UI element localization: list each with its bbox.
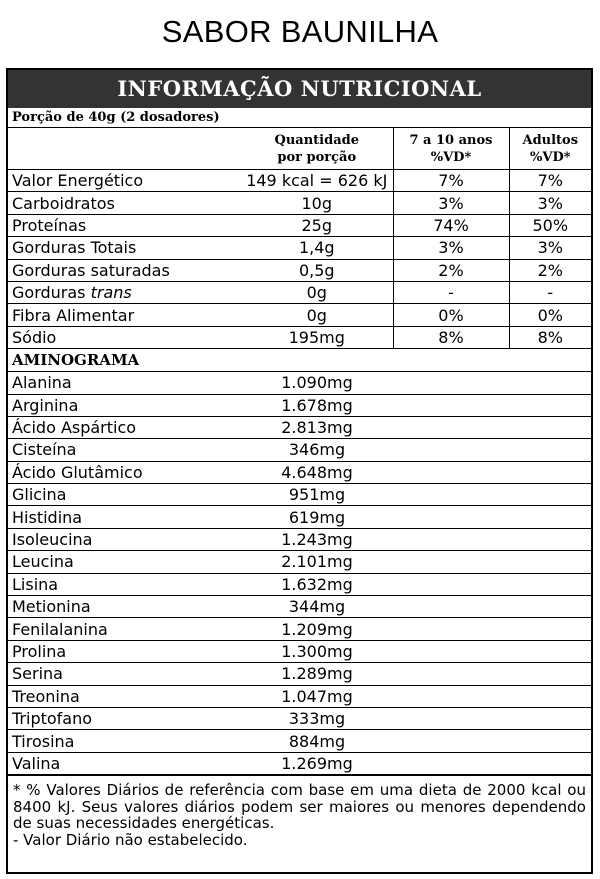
amino-name: Arginina bbox=[8, 394, 241, 416]
column-header-adults-line1: Adultos bbox=[522, 132, 579, 148]
amino-name: Lisina bbox=[8, 573, 241, 595]
nutrient-vd-adults: 3% bbox=[509, 237, 591, 259]
amino-name: Triptofano bbox=[8, 707, 241, 729]
nutrient-name: Gorduras Totais bbox=[8, 237, 241, 259]
nutrient-quantity: 195mg bbox=[241, 326, 393, 348]
column-header-adults-line2: %VD* bbox=[530, 149, 571, 165]
amino-quantity: 333mg bbox=[241, 707, 393, 729]
nutrient-vd-adults: 8% bbox=[509, 326, 591, 348]
aminogram-section-row bbox=[8, 349, 591, 372]
nutrient-name-text: Gorduras bbox=[12, 283, 91, 303]
amino-name: Glicina bbox=[8, 484, 241, 506]
amino-quantity: 1.289mg bbox=[241, 663, 393, 685]
nutrient-name: Carboidratos bbox=[8, 192, 241, 214]
amino-name: Ácido Aspártico bbox=[8, 416, 241, 438]
amino-row bbox=[8, 394, 591, 416]
nutrient-quantity: 0g bbox=[241, 304, 393, 326]
nutrient-name: Valor Energético bbox=[8, 170, 241, 192]
amino-row bbox=[8, 461, 591, 483]
nutrient-name: Sódio bbox=[8, 326, 241, 348]
nutrient-vd-adults: 0% bbox=[509, 304, 591, 326]
nutrient-vd-kids: 8% bbox=[393, 326, 509, 348]
amino-empty-cell bbox=[393, 707, 591, 729]
amino-quantity: 1.243mg bbox=[241, 528, 393, 550]
amino-quantity: 346mg bbox=[241, 439, 393, 461]
portion-row bbox=[8, 108, 591, 128]
amino-empty-cell bbox=[393, 685, 591, 707]
amino-quantity: 1.269mg bbox=[241, 752, 393, 774]
column-header-quantity-line2: por porção bbox=[277, 149, 357, 165]
nutrient-vd-adults: - bbox=[509, 281, 591, 303]
column-header-quantity-line1: Quantidade bbox=[274, 132, 359, 148]
nutrient-row bbox=[8, 192, 591, 214]
amino-empty-cell bbox=[393, 663, 591, 685]
nutrient-quantity: 0g bbox=[241, 281, 393, 303]
nutrient-name bbox=[8, 281, 241, 303]
amino-name: Leucina bbox=[8, 551, 241, 573]
nutrient-row bbox=[8, 237, 591, 259]
nutrient-vd-adults: 7% bbox=[509, 170, 591, 192]
nutrient-quantity: 149 kcal = 626 kJ bbox=[241, 170, 393, 192]
column-header-row bbox=[8, 128, 591, 170]
amino-empty-cell bbox=[393, 506, 591, 528]
amino-name: Isoleucina bbox=[8, 528, 241, 550]
nutrient-vd-kids: 7% bbox=[393, 170, 509, 192]
amino-empty-cell bbox=[393, 596, 591, 618]
amino-empty-cell bbox=[393, 394, 591, 416]
footnote-na-note: - Valor Diário não estabelecido. bbox=[13, 830, 248, 849]
nutrition-table-body bbox=[8, 108, 591, 775]
amino-quantity: 619mg bbox=[241, 506, 393, 528]
amino-row bbox=[8, 752, 591, 774]
amino-row bbox=[8, 528, 591, 550]
amino-quantity: 1.632mg bbox=[241, 573, 393, 595]
amino-quantity: 344mg bbox=[241, 596, 393, 618]
nutrient-vd-kids: 3% bbox=[393, 237, 509, 259]
amino-quantity: 1.678mg bbox=[241, 394, 393, 416]
aminogram-title: AMINOGRAMA bbox=[8, 349, 591, 372]
amino-row bbox=[8, 663, 591, 685]
amino-name: Prolina bbox=[8, 640, 241, 662]
column-header-nutrient bbox=[8, 128, 241, 170]
nutrient-quantity: 10g bbox=[241, 192, 393, 214]
amino-quantity: 1.209mg bbox=[241, 618, 393, 640]
amino-name: Tirosina bbox=[8, 730, 241, 752]
column-header-kids-line2: %VD* bbox=[430, 149, 472, 165]
amino-row bbox=[8, 730, 591, 752]
amino-quantity: 4.648mg bbox=[241, 461, 393, 483]
nutrient-quantity: 0,5g bbox=[241, 259, 393, 281]
amino-row bbox=[8, 551, 591, 573]
amino-quantity: 1.090mg bbox=[241, 372, 393, 394]
nutrient-vd-adults: 3% bbox=[509, 192, 591, 214]
amino-quantity: 951mg bbox=[241, 484, 393, 506]
amino-empty-cell bbox=[393, 752, 591, 774]
amino-quantity: 2.101mg bbox=[241, 551, 393, 573]
nutrition-facts-label bbox=[6, 68, 593, 874]
nutrition-table bbox=[8, 108, 591, 775]
amino-empty-cell bbox=[393, 573, 591, 595]
nutrient-quantity: 1,4g bbox=[241, 237, 393, 259]
amino-name: Metionina bbox=[8, 596, 241, 618]
amino-row bbox=[8, 685, 591, 707]
amino-empty-cell bbox=[393, 528, 591, 550]
nutrient-row bbox=[8, 326, 591, 348]
amino-name: Serina bbox=[8, 663, 241, 685]
nutrient-vd-adults: 50% bbox=[509, 214, 591, 236]
amino-row bbox=[8, 439, 591, 461]
nutrient-vd-adults: 2% bbox=[509, 259, 591, 281]
nutrient-name: Gorduras saturadas bbox=[8, 259, 241, 281]
amino-empty-cell bbox=[393, 461, 591, 483]
amino-empty-cell bbox=[393, 551, 591, 573]
amino-name: Cisteína bbox=[8, 439, 241, 461]
column-header-adults bbox=[509, 128, 591, 170]
footnote bbox=[8, 775, 591, 848]
nutrient-name: Proteínas bbox=[8, 214, 241, 236]
nutrient-vd-kids: 2% bbox=[393, 259, 509, 281]
column-header-kids bbox=[393, 128, 509, 170]
amino-empty-cell bbox=[393, 372, 591, 394]
amino-name: Valina bbox=[8, 752, 241, 774]
nutrient-quantity: 25g bbox=[241, 214, 393, 236]
nutrient-name-italic: trans bbox=[90, 283, 132, 303]
nutrient-vd-kids: 3% bbox=[393, 192, 509, 214]
amino-name: Ácido Glutâmico bbox=[8, 461, 241, 483]
amino-row bbox=[8, 416, 591, 438]
nutrient-vd-kids: 74% bbox=[393, 214, 509, 236]
amino-empty-cell bbox=[393, 730, 591, 752]
amino-name: Fenilalanina bbox=[8, 618, 241, 640]
amino-row bbox=[8, 372, 591, 394]
amino-row bbox=[8, 484, 591, 506]
amino-row bbox=[8, 573, 591, 595]
amino-row bbox=[8, 618, 591, 640]
nutrient-row bbox=[8, 281, 591, 303]
nutrient-vd-kids: - bbox=[393, 281, 509, 303]
amino-row bbox=[8, 596, 591, 618]
amino-empty-cell bbox=[393, 416, 591, 438]
nutrient-row bbox=[8, 214, 591, 236]
portion-size: Porção de 40g (2 dosadores) bbox=[8, 108, 591, 128]
amino-quantity: 1.047mg bbox=[241, 685, 393, 707]
amino-name: Treonina bbox=[8, 685, 241, 707]
amino-quantity: 2.813mg bbox=[241, 416, 393, 438]
label-header: INFORMAÇÃO NUTRICIONAL bbox=[8, 70, 591, 108]
amino-row bbox=[8, 707, 591, 729]
amino-quantity: 1.300mg bbox=[241, 640, 393, 662]
nutrient-vd-kids: 0% bbox=[393, 304, 509, 326]
amino-empty-cell bbox=[393, 618, 591, 640]
column-header-kids-line1: 7 a 10 anos bbox=[409, 132, 493, 148]
amino-empty-cell bbox=[393, 640, 591, 662]
amino-row bbox=[8, 640, 591, 662]
amino-name: Alanina bbox=[8, 372, 241, 394]
nutrient-name: Fibra Alimentar bbox=[8, 304, 241, 326]
column-header-quantity bbox=[241, 128, 393, 170]
page-title: SABOR BAUNILHA bbox=[161, 14, 439, 49]
amino-row bbox=[8, 506, 591, 528]
footnote-vd-note: * % Valores Diários de referência com base em uma dieta de 2000 kcal ou 8400 kJ. Seus valores diários podem ser maiores ou menores dependendo de suas necessidades energéticas. bbox=[13, 781, 586, 833]
amino-name: Histidina bbox=[8, 506, 241, 528]
nutrient-row bbox=[8, 304, 591, 326]
amino-quantity: 884mg bbox=[241, 730, 393, 752]
amino-empty-cell bbox=[393, 484, 591, 506]
amino-empty-cell bbox=[393, 439, 591, 461]
nutrient-row bbox=[8, 259, 591, 281]
nutrient-row bbox=[8, 170, 591, 192]
